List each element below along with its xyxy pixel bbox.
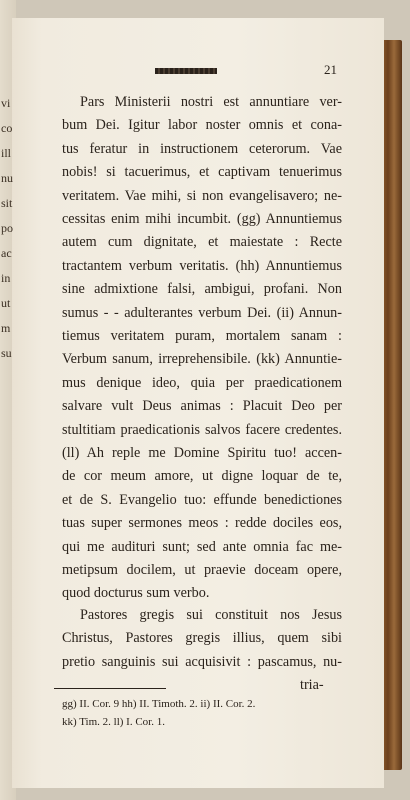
text-line: tractantem verbum veritatis. (hh) Annuntiemus [62,257,342,274]
book-spine [382,40,402,770]
footnote-line: kk) Tim. 2. ll) I. Cor. 1. [62,716,165,728]
text-line: stultitiam praedicationis salvos facere credentes. [62,421,342,438]
page-number: 21 [324,62,337,77]
text-line: cessitas enim mihi incumbit. (gg) Annuntiemus [62,211,342,227]
text-line: tiemus veritatem puram, mortalem sanam : [62,328,342,344]
text-line: bum Dei. Igitur labor noster omnis et cona- [62,117,342,134]
text-line: nobis! si tacuerimus, et captivam tenuerimus [62,164,342,181]
text-line: qui me audituri sunt; sed ante omnia fac me- [62,538,342,555]
facing-page-fragment: nu [1,171,13,185]
facing-page-fragment: in [1,271,11,285]
facing-page-fragment: co [1,121,13,135]
facing-page-fragment: po [1,221,13,235]
facing-page-fragment: ill [1,146,12,160]
text-line: tuas super sermones meos : redde dociles eos, [62,515,342,532]
text-line: tus feratur in instructionem ceterorum. Vae [62,140,342,157]
text-line: sine admixtione falsi, ambigui, profani. Non [62,281,342,298]
footnote-rule [54,688,166,689]
facing-page-fragment: sit [1,196,13,210]
facing-page-fragment: vi [1,96,11,110]
text-line: autem cum dignitate, et maiestate : Recte [62,234,342,251]
header-ornament-rule [155,68,217,74]
text-line: pretio sanguinis sui acquisivit : pascamus, nu- [62,653,342,670]
text-line: tria- [300,677,324,694]
text-line: de cor meum amore, ut digne loquar de te, [62,468,342,485]
text-line: Pastores gregis sui constituit nos Jesus [80,607,342,623]
text-line: et de S. Evangelio tuo: effunde benedictiones [62,491,342,508]
facing-page-fragment: m [1,321,11,335]
text-line: Pars Ministerii nostri est annuntiare ver- [80,94,342,110]
footnote-line: gg) II. Cor. 9 hh) II. Timoth. 2. ii) II. Cor. 2. [62,698,256,710]
text-line: metipsum docilem, ut praevie doceam opere, [62,562,342,578]
text-line: Verbum sanum, irreprehensibile. (kk) Annuntie- [62,351,342,368]
facing-page-fragment: ac [1,246,12,260]
facing-page-fragment: ut [1,296,11,310]
text-line: salvare vult Deus animas : Placuit Deo per [62,398,342,415]
text-line: veritatem. Vae mihi, si non evangelisavero; ne- [62,187,342,204]
text-line: sumus - - adulterantes verbum Dei. (ii) Annun- [62,304,342,321]
text-line: mus denique ideo, quia per praedicationem [62,374,342,391]
text-line: quod docturus sum verbo. [62,585,210,602]
text-line: (ll) Ah reple me Domine Spiritu tuo! accen- [62,445,342,461]
text-line: Christus, Pastores gregis illius, quem sibi [62,630,342,647]
facing-page-fragment: su [1,346,12,360]
